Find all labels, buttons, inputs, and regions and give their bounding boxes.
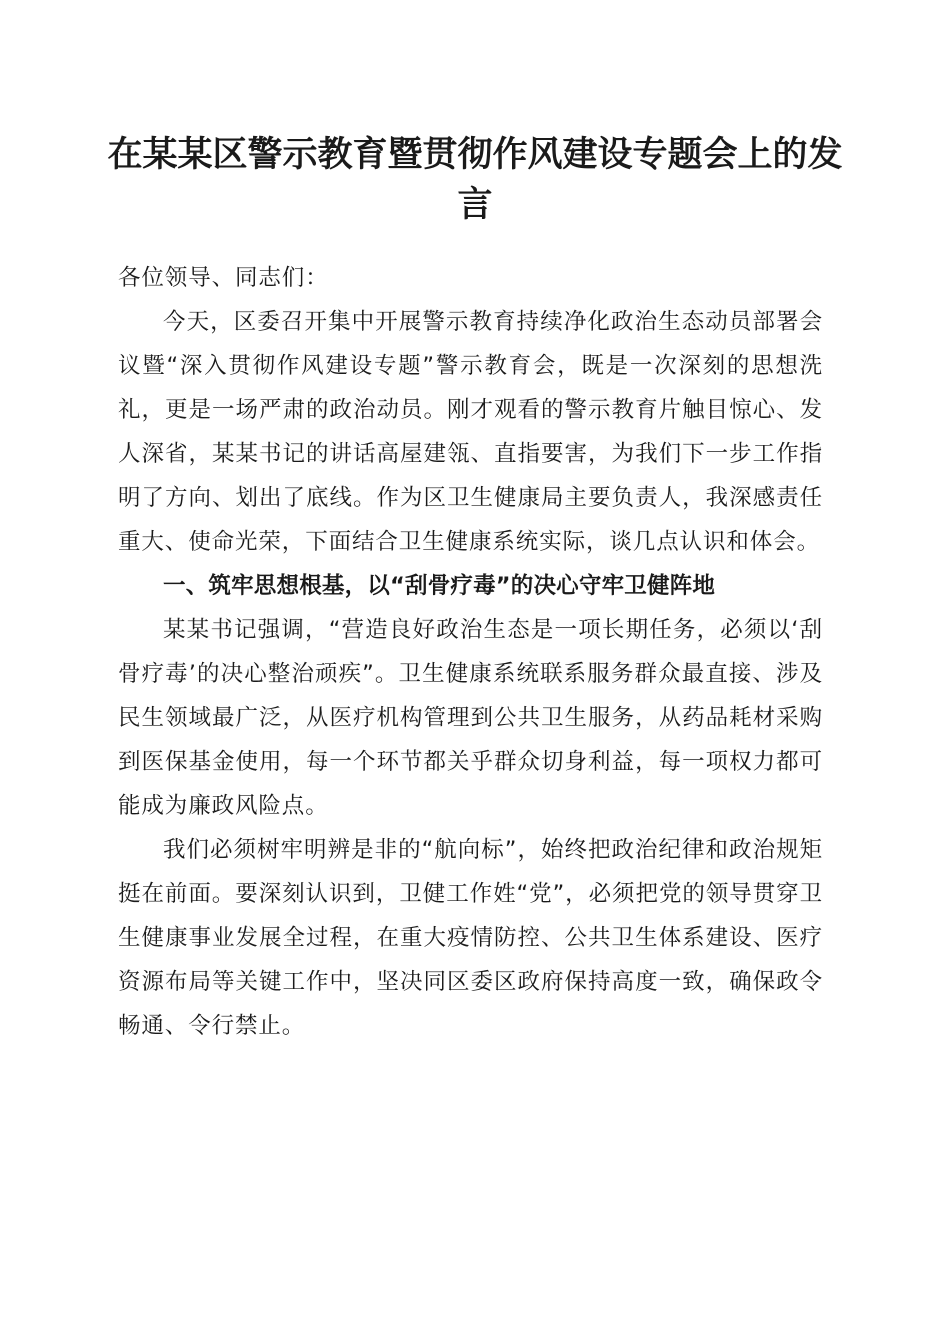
section-paragraph-1: 某某书记强调，“营造良好政治生态是一项长期任务，必须以‘刮骨疗毒’的决心整治顽疾”。卫生健康系统联系服务群众最直接、涉及民生领域最广泛，从医疗机构管理到公共卫生服务，从药品耗材采购到医保基金使用，每一个环节都关乎群众切身利益，每一项权力都可能成为廉政风险点。: [118, 617, 823, 819]
section-heading: 一、筑牢思想根基，以“刮骨疗毒”的决心守牢卫健阵地: [163, 573, 716, 599]
document-body: [118, 256, 823, 1048]
intro-paragraph: 今天，区委召开集中开展警示教育持续净化政治生态动员部署会议暨“深入贯彻作风建设专题”警示教育会，既是一次深刻的思想洗礼，更是一场严肃的政治动员。刚才观看的警示教育片触目惊心、发人深省，某某书记的讲话高屋建瓴、直指要害，为我们下一步工作指明了方向、划出了底线。作为区卫生健康局主要负责人，我深感责任重大、使命光荣，下面结合卫生健康系统实际，谈几点认识和体会。: [118, 309, 823, 555]
section-paragraph-2: 我们必须树牢明辨是非的“航向标”，始终把政治纪律和政治规矩挺在前面。要深刻认识到，卫健工作姓“党”，必须把党的领导贯穿卫生健康事业发展全过程，在重大疫情防控、公共卫生体系建设、医疗资源布局等关键工作中，坚决同区委区政府保持高度一致，确保政令畅通、令行禁止。: [118, 837, 823, 1039]
salutation: 各位领导、同志们：: [118, 265, 329, 291]
document-title: 在某某区警示教育暨贯彻作风建设专题会上的发言: [107, 134, 843, 225]
